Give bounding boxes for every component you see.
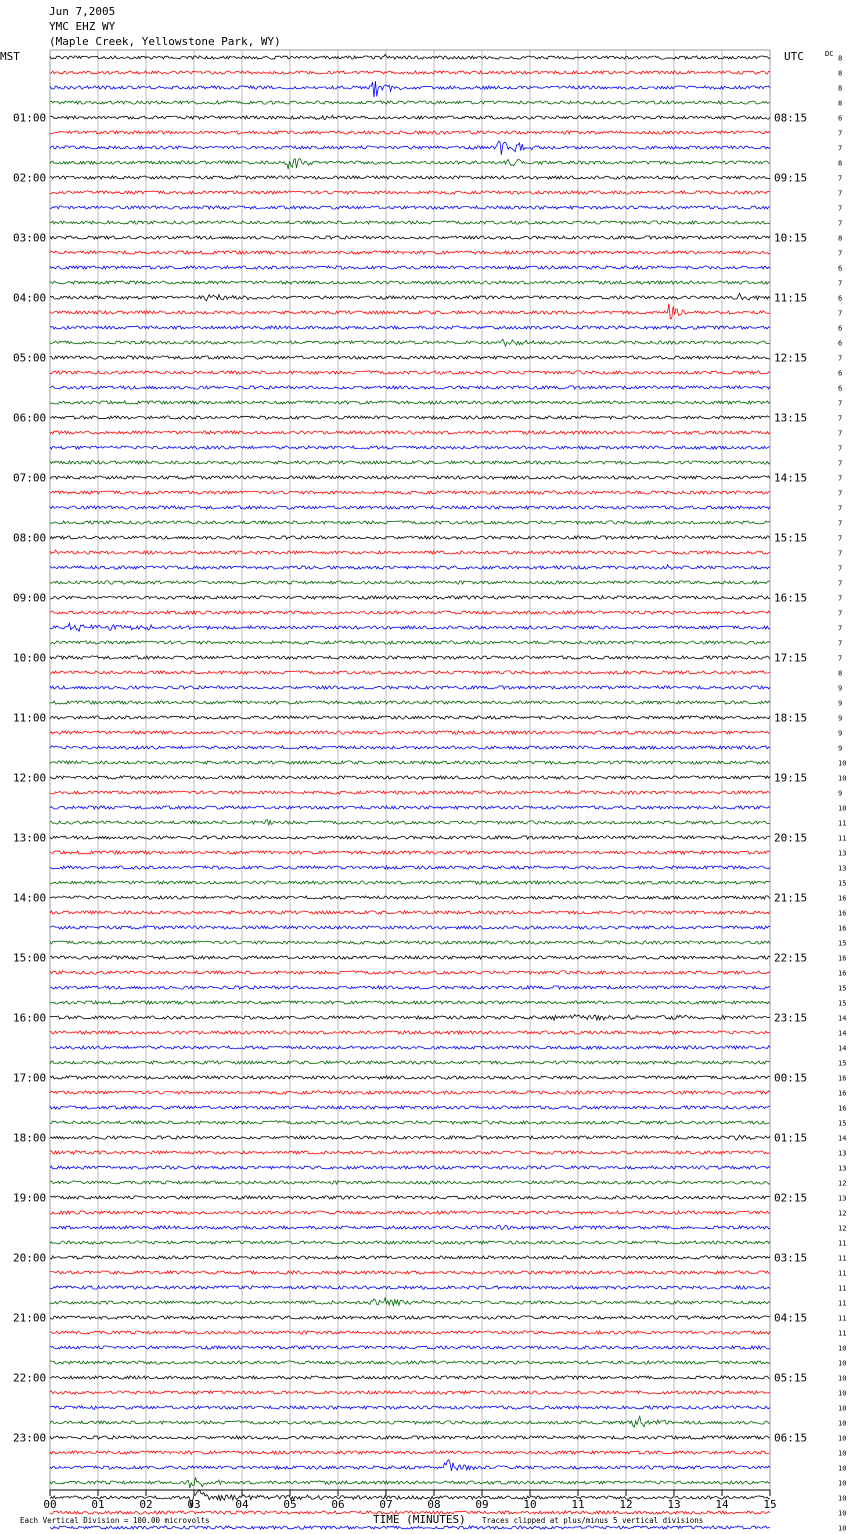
left-hour-label: 13:00 (13, 831, 47, 845)
dc-offset-label: 12 (838, 1224, 847, 1233)
dc-offset-label: 15 (838, 1059, 847, 1068)
trace-line-37 (50, 611, 770, 614)
trace-line-59 (50, 941, 770, 944)
trace-line-2 (50, 81, 770, 97)
trace-line-30 (50, 506, 770, 509)
x-axis-title: TIME (MINUTES) (373, 1513, 466, 1526)
left-hour-label: 04:00 (13, 291, 47, 305)
left-hour-label: 06:00 (13, 411, 47, 425)
dc-offset-label: 11 (838, 1269, 847, 1278)
dc-offset-label: 7 (838, 609, 843, 618)
trace-line-42 (50, 686, 770, 689)
trace-line-34 (50, 565, 770, 570)
trace-line-43 (50, 701, 770, 704)
dc-offset-label: 7 (838, 504, 843, 513)
dc-header-label: DC (825, 50, 834, 58)
dc-offset-label: 7 (838, 144, 843, 153)
x-tick-label: 11 (571, 1498, 585, 1511)
dc-offset-label: 11 (838, 1254, 847, 1263)
left-hour-label: 07:00 (13, 471, 47, 485)
trace-line-12 (50, 236, 770, 239)
scale-note: Each Vertical Division = 100.00 microvolts (20, 1516, 210, 1525)
left-hour-label: 18:00 (13, 1131, 47, 1145)
left-hour-label: 16:00 (13, 1011, 47, 1025)
dc-offset-label: 8 (838, 234, 843, 243)
trace-line-64 (50, 1015, 770, 1021)
dc-offset-label: 10 (838, 1449, 847, 1458)
right-hour-label: 18:15 (774, 711, 808, 725)
trace-line-22 (50, 386, 770, 389)
x-tick-label: 15 (763, 1498, 777, 1511)
left-hour-label: 19:00 (13, 1191, 47, 1205)
trace-line-72 (50, 1135, 770, 1140)
x-tick-label: 12 (619, 1498, 633, 1511)
trace-line-86 (50, 1346, 770, 1349)
dc-offset-label: 10 (838, 1374, 847, 1383)
right-hour-label: 14:15 (774, 471, 808, 485)
trace-line-68 (50, 1076, 770, 1079)
trace-line-21 (50, 371, 770, 374)
dc-offset-label: 16 (838, 954, 847, 963)
right-hour-label: 02:15 (774, 1191, 808, 1205)
chart-title: YMC EHZ WY (49, 20, 116, 33)
trace-line-78 (50, 1226, 770, 1230)
right-hour-label: 20:15 (774, 831, 808, 845)
trace-line-38 (50, 623, 770, 631)
dc-offset-label: 8 (838, 159, 843, 168)
trace-line-77 (50, 1211, 770, 1214)
x-tick-label: 05 (283, 1498, 297, 1511)
dc-offset-label: 13 (838, 864, 847, 873)
x-tick-label: 07 (379, 1498, 393, 1511)
trace-line-18 (50, 326, 770, 329)
trace-line-95 (50, 1477, 770, 1488)
left-hour-label: 08:00 (13, 531, 47, 545)
dc-offset-label: 6 (838, 264, 843, 273)
trace-line-92 (50, 1436, 770, 1439)
left-hour-label: 09:00 (13, 591, 47, 605)
right-hour-label: 05:15 (774, 1371, 808, 1385)
right-timezone-label: UTC (784, 50, 804, 63)
x-axis (43, 1490, 776, 1511)
trace-line-89 (50, 1391, 770, 1394)
right-hour-label: 04:15 (774, 1311, 808, 1325)
dc-offset-label: 16 (838, 924, 847, 933)
left-hour-label: 22:00 (13, 1371, 47, 1385)
trace-line-45 (50, 731, 770, 734)
trace-line-25 (50, 431, 770, 434)
trace-line-69 (50, 1091, 770, 1094)
dc-offset-label: 9 (838, 714, 843, 723)
dc-offset-label: 16 (838, 969, 847, 978)
trace-line-4 (50, 115, 770, 119)
trace-line-10 (50, 206, 770, 209)
dc-offset-label: 12 (838, 1179, 847, 1188)
trace-line-35 (50, 581, 770, 584)
trace-line-6 (50, 141, 770, 155)
dc-offset-label: 9 (838, 789, 843, 798)
left-hour-label: 03:00 (13, 231, 47, 245)
x-tick-label: 04 (235, 1498, 249, 1511)
left-hour-label: 10:00 (13, 651, 47, 665)
trace-line-48 (50, 776, 770, 779)
dc-offset-label: 9 (838, 744, 843, 753)
trace-line-87 (50, 1361, 770, 1364)
trace-line-56 (50, 896, 770, 899)
dc-offset-label: 11 (838, 1239, 847, 1248)
chart-location: (Maple Creek, Yellowstone Park, WY) (49, 35, 281, 48)
trace-line-58 (50, 926, 770, 929)
right-hour-label: 13:15 (774, 411, 808, 425)
dc-offset-label: 11 (838, 1329, 847, 1338)
x-tick-label: 13 (667, 1498, 681, 1511)
dc-offset-label: 16 (838, 894, 847, 903)
trace-line-13 (50, 251, 770, 254)
dc-offset-label: 16 (838, 909, 847, 918)
trace-line-7 (50, 159, 770, 170)
dc-offset-label: 7 (838, 309, 843, 318)
dc-offset-label: 7 (838, 564, 843, 573)
trace-line-90 (50, 1406, 770, 1410)
trace-line-39 (50, 641, 770, 644)
dc-offset-label: 10 (838, 1389, 847, 1398)
dc-offset-label: 7 (838, 519, 843, 528)
dc-offset-label: 13 (838, 1149, 847, 1158)
left-hour-label: 20:00 (13, 1251, 47, 1265)
trace-line-81 (50, 1271, 770, 1274)
dc-offset-label: 11 (838, 1314, 847, 1323)
dc-offset-label: 11 (838, 819, 847, 828)
trace-line-1 (50, 71, 770, 74)
left-hour-label: 05:00 (13, 351, 47, 365)
trace-line-26 (50, 446, 770, 449)
trace-line-73 (50, 1150, 770, 1154)
right-hour-label: 09:15 (774, 171, 808, 185)
trace-line-57 (50, 911, 770, 914)
right-hour-label: 21:15 (774, 891, 808, 905)
right-hour-label: 00:15 (774, 1071, 808, 1085)
trace-line-61 (50, 971, 770, 974)
dc-offset-label: 7 (838, 279, 843, 288)
x-tick-label: 14 (715, 1498, 729, 1511)
dc-offset-label: 7 (838, 624, 843, 633)
dc-offset-label: 7 (838, 594, 843, 603)
right-hour-label: 12:15 (774, 351, 808, 365)
dc-offset-label: 10 (838, 1464, 847, 1473)
trace-line-66 (50, 1046, 770, 1049)
trace-line-74 (50, 1166, 770, 1169)
dc-offset-label: 14 (838, 1134, 847, 1143)
dc-offset-label: 8 (838, 54, 843, 63)
trace-line-16 (50, 294, 770, 301)
trace-line-67 (50, 1061, 770, 1064)
trace-line-28 (50, 476, 770, 479)
left-timezone-label: MST (0, 50, 20, 63)
dc-offset-label: 7 (838, 399, 843, 408)
dc-offset-label: 15 (838, 939, 847, 948)
trace-line-60 (50, 956, 770, 959)
dc-offset-label: 7 (838, 189, 843, 198)
dc-offset-label: 10 (838, 1479, 847, 1488)
x-tick-label: 08 (427, 1498, 441, 1511)
dc-offset-label: 11 (838, 1299, 847, 1308)
dc-offset-label: 13 (838, 1164, 847, 1173)
right-hour-label: 22:15 (774, 951, 808, 965)
dc-offset-label: 6 (838, 324, 843, 333)
trace-line-91 (50, 1416, 770, 1427)
trace-line-8 (50, 176, 770, 179)
dc-offset-label: 7 (838, 639, 843, 648)
trace-line-62 (50, 986, 770, 989)
trace-line-27 (50, 461, 770, 464)
dc-offset-label: 6 (838, 339, 843, 348)
trace-line-76 (50, 1196, 770, 1199)
dc-offset-label: 10 (838, 774, 847, 783)
dc-offset-label: 8 (838, 669, 843, 678)
right-hour-label: 10:15 (774, 231, 808, 245)
trace-line-52 (50, 836, 770, 839)
trace-line-15 (50, 281, 770, 284)
dc-offset-label: 14 (838, 1029, 847, 1038)
left-hour-label: 14:00 (13, 891, 47, 905)
dc-offset-label: 10 (838, 759, 847, 768)
trace-line-88 (50, 1376, 770, 1379)
left-hour-label: 12:00 (13, 771, 47, 785)
trace-line-80 (50, 1256, 770, 1259)
dc-offset-label: 10 (838, 1419, 847, 1428)
dc-offset-label: 13 (838, 849, 847, 858)
trace-line-94 (50, 1460, 770, 1471)
trace-line-31 (50, 521, 770, 524)
left-hour-label: 23:00 (13, 1431, 47, 1445)
trace-line-51 (50, 820, 770, 825)
dc-offset-label: 10 (838, 804, 847, 813)
dc-offset-label: 7 (838, 474, 843, 483)
x-tick-label: 09 (475, 1498, 489, 1511)
dc-offset-label: 16 (838, 1074, 847, 1083)
dc-offset-label: 12 (838, 1209, 847, 1218)
dc-offset-label: 15 (838, 1119, 847, 1128)
x-tick-label: 06 (331, 1498, 345, 1511)
dc-offset-label: 9 (838, 684, 843, 693)
trace-line-0 (50, 55, 770, 60)
trace-line-53 (50, 851, 770, 854)
trace-line-33 (50, 550, 770, 554)
right-hour-label: 16:15 (774, 591, 808, 605)
trace-line-29 (50, 491, 770, 494)
dc-offset-label: 7 (838, 129, 843, 138)
dc-offset-label: 6 (838, 369, 843, 378)
dc-offset-label: 7 (838, 414, 843, 423)
trace-line-49 (50, 791, 770, 794)
dc-offset-label: 7 (838, 354, 843, 363)
dc-offset-label: 10 (838, 1524, 847, 1533)
trace-line-47 (50, 761, 770, 764)
dc-offset-label: 7 (838, 204, 843, 213)
dc-offset-label: 7 (838, 174, 843, 183)
dc-offset-label: 8 (838, 69, 843, 78)
dc-offset-label: 6 (838, 294, 843, 303)
dc-offset-label: 15 (838, 879, 847, 888)
dc-offset-label: 8 (838, 84, 843, 93)
trace-line-63 (50, 1001, 770, 1004)
dc-offset-label: 6 (838, 384, 843, 393)
trace-line-40 (50, 656, 770, 659)
trace-line-79 (50, 1241, 770, 1244)
right-hour-label: 23:15 (774, 1011, 808, 1025)
x-tick-label: 03 (187, 1498, 201, 1511)
right-hour-label: 06:15 (774, 1431, 808, 1445)
dc-offset-label: 14 (838, 1044, 847, 1053)
dc-offset-label: 16 (838, 1104, 847, 1113)
trace-line-82 (50, 1286, 770, 1290)
trace-line-84 (50, 1316, 770, 1319)
trace-line-23 (50, 401, 770, 404)
trace-line-54 (50, 866, 770, 869)
dc-offset-label: 13 (838, 1194, 847, 1203)
trace-line-24 (50, 416, 770, 419)
dc-offset-label: 7 (838, 489, 843, 498)
trace-line-98 (50, 1526, 770, 1529)
right-hour-label: 19:15 (774, 771, 808, 785)
trace-line-85 (50, 1331, 770, 1334)
trace-line-70 (50, 1106, 770, 1109)
x-tick-label: 00 (43, 1498, 57, 1511)
trace-line-44 (50, 716, 770, 719)
left-hour-label: 02:00 (13, 171, 47, 185)
trace-line-19 (50, 339, 770, 346)
trace-line-93 (50, 1451, 770, 1454)
x-tick-label: 01 (91, 1498, 105, 1511)
dc-offset-label: 15 (838, 999, 847, 1008)
x-tick-label: 10 (523, 1498, 537, 1511)
dc-offset-label: 10 (838, 1509, 847, 1518)
dc-offset-label: 14 (838, 1014, 847, 1023)
trace-line-50 (50, 806, 770, 809)
dc-offset-label: 6 (838, 114, 843, 123)
left-hour-label: 11:00 (13, 711, 47, 725)
dc-offset-label: 7 (838, 549, 843, 558)
dc-offset-label: 15 (838, 984, 847, 993)
trace-line-11 (50, 221, 770, 224)
dc-offset-label: 10 (838, 1404, 847, 1413)
trace-line-5 (50, 131, 770, 134)
trace-line-3 (50, 101, 770, 104)
dc-offset-label: 7 (838, 249, 843, 258)
trace-line-14 (50, 266, 770, 269)
trace-line-17 (50, 304, 770, 319)
dc-offset-label: 10 (838, 1359, 847, 1368)
dc-offset-label: 7 (838, 579, 843, 588)
dc-offset-label: 11 (838, 1284, 847, 1293)
trace-line-41 (50, 671, 770, 674)
right-hour-label: 03:15 (774, 1251, 808, 1265)
right-hour-label: 11:15 (774, 291, 808, 305)
left-hour-label: 01:00 (13, 111, 47, 125)
trace-line-65 (50, 1031, 770, 1034)
left-hour-label: 17:00 (13, 1071, 47, 1085)
trace-line-36 (50, 596, 770, 599)
trace-line-32 (50, 536, 770, 539)
right-hour-label: 17:15 (774, 651, 808, 665)
dc-offset-label: 8 (838, 99, 843, 108)
dc-offset-label: 7 (838, 534, 843, 543)
trace-line-46 (50, 746, 770, 749)
left-hour-label: 15:00 (13, 951, 47, 965)
trace-line-71 (50, 1121, 770, 1124)
dc-offset-label: 7 (838, 219, 843, 228)
dc-offset-label: 10 (838, 1344, 847, 1353)
trace-line-55 (50, 881, 770, 884)
dc-offset-label: 9 (838, 699, 843, 708)
trace-line-96 (50, 1490, 770, 1508)
dc-offset-label: 7 (838, 444, 843, 453)
trace-line-9 (50, 191, 770, 194)
chart-date: Jun 7,2005 (49, 5, 116, 18)
dc-offset-label: 7 (838, 654, 843, 663)
right-hour-label: 08:15 (774, 111, 808, 125)
trace-line-75 (50, 1181, 770, 1184)
dc-offset-label: 7 (838, 459, 843, 468)
trace-line-83 (50, 1298, 770, 1306)
dc-offset-label: 11 (838, 834, 847, 843)
x-tick-label: 02 (139, 1498, 153, 1511)
dc-offset-label: 10 (838, 1494, 847, 1503)
dc-offset-label: 16 (838, 1089, 847, 1098)
seismic-traces (50, 55, 846, 1534)
left-hour-label: 21:00 (13, 1311, 47, 1325)
trace-line-20 (50, 356, 770, 359)
clip-note: Traces clipped at plus/minus 5 vertical divisions (482, 1516, 704, 1525)
dc-offset-label: 7 (838, 429, 843, 438)
dc-offset-label: 10 (838, 1434, 847, 1443)
dc-offset-label: 9 (838, 729, 843, 738)
right-hour-label: 15:15 (774, 531, 808, 545)
right-hour-label: 01:15 (774, 1131, 808, 1145)
